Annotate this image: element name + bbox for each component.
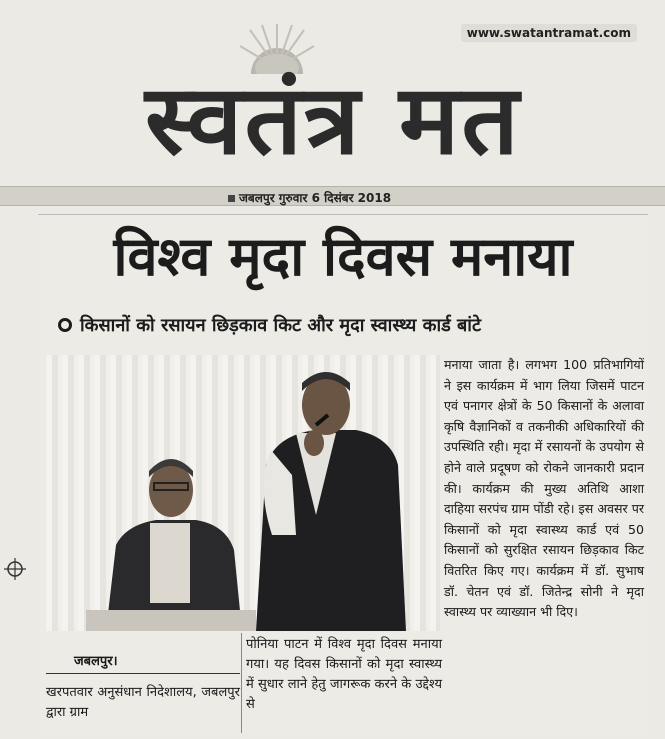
article-body-middle: पोनिया पाटन में विश्व मृदा दिवस मनाया गया। यह दिवस किसानों को मृदा स्वास्थ्य में सुधार लाने हेतु जागरूक करने के उद्देश्य से — [246, 637, 442, 712]
headline: विश्व मृदा दिवस मनाया — [113, 224, 573, 288]
divider — [46, 673, 240, 674]
subheadline-text: किसानों को रसायन छिड़काव किट और मृदा स्वास्थ्य कार्ड बांटे — [80, 315, 482, 336]
photo-icon — [46, 355, 440, 631]
article — [38, 214, 648, 734]
dateline-text: जबलपुर गुरुवार 6 दिसंबर 2018 — [239, 191, 392, 205]
article-body-right: मनाया जाता है। लगभग 100 प्रतिभागियों ने इस कार्यक्रम में भाग लिया जिसमें पाटन एवं पनागर क्षेत्रों के 50 किसानों के अलावा कृषि वैज्ञानिकों व तकनीकी अधिकारियों की उपस्थिति रही। मृदा में रसायनों के उपयोग से होने वाले प्रदूषण को रोकने जानकारी प्रदान की। कार्यक्रम की मुख्य अतिथि आशा दाहिया सरपंच ग्राम पोंडी रहे। इस अवसर पर किसानों को मृदा स्वास्थ्य कार्ड एवं 50 किसानों को सुरक्षित रसायन छिड़काव किट वितरित किए गए। कार्यक्रम में डॉ. सुभाष डॉ. चेतन एवं डॉ. जितेन्द्र सोनी ने मृदा स्वास्थ्य पर व्याख्यान भी दिए। — [444, 357, 644, 620]
standing-speaker — [256, 372, 406, 631]
article-body-left: खरपतवार अनुसंधान निदेशालय, जबलपुर द्वारा ग्राम — [46, 685, 240, 720]
column-divider — [241, 633, 242, 733]
bullet-square-icon — [228, 195, 235, 202]
dateline — [228, 189, 391, 206]
subheadline — [58, 313, 648, 337]
seated-man — [106, 459, 242, 631]
bullet-circle-icon — [58, 318, 72, 332]
website-url[interactable]: www.swatantramat.com — [461, 24, 637, 42]
masthead-title: स्वतंत्र मत — [145, 63, 521, 176]
masthead — [18, 60, 648, 180]
registration-mark-icon — [4, 558, 26, 580]
place-name: जबलपुर। — [74, 654, 118, 669]
dateline-bar — [0, 186, 665, 206]
article-photo — [46, 355, 440, 631]
